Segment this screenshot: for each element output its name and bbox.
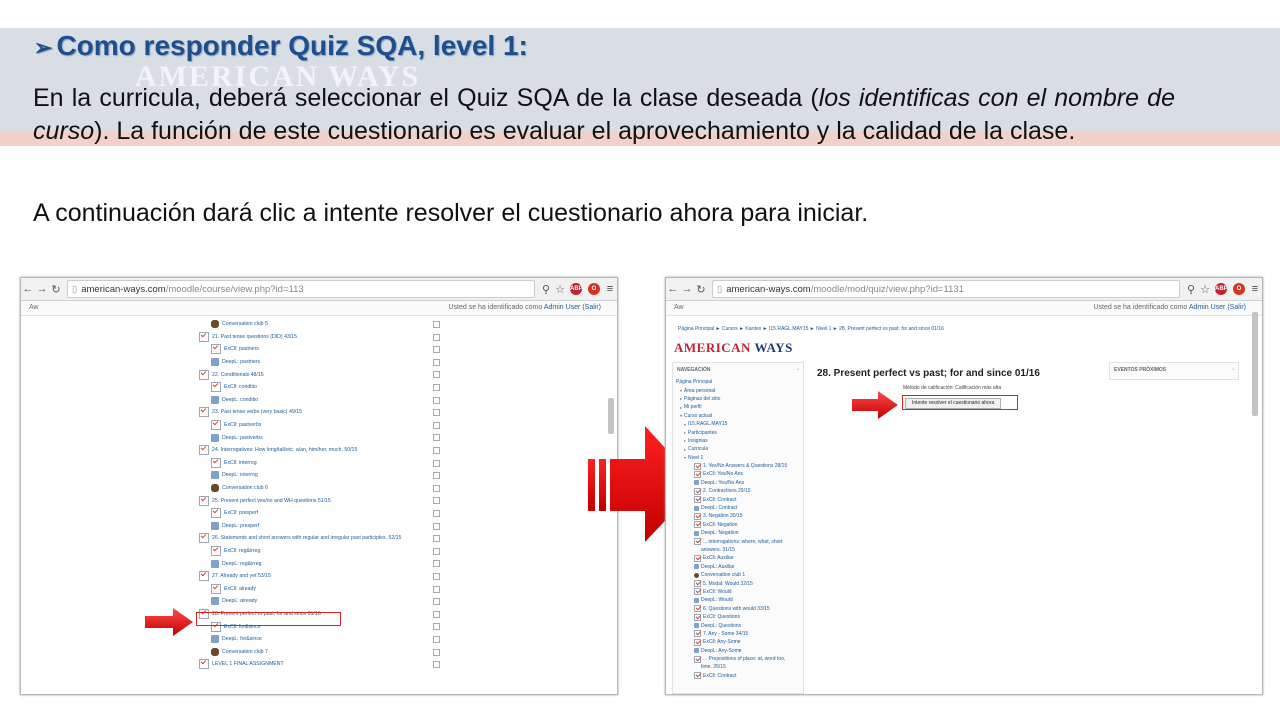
heading-bullet-icon: ➢ [34,35,53,60]
expanded-caret-icon[interactable]: ▾ [684,421,687,427]
site-short-name[interactable]: Aw [29,304,39,311]
completion-checkbox[interactable] [433,460,440,467]
nav-tree-label[interactable]: 7. Any - Some 34/15 [703,630,749,637]
nav-tree-item[interactable] [676,529,800,537]
page-icon [211,635,219,643]
quiz-icon [694,496,701,503]
nav-tree-item[interactable] [676,445,800,453]
nav-tree-item[interactable] [676,588,800,596]
quiz-icon [694,463,701,470]
adblock-icon[interactable]: ABP [1215,283,1227,295]
quiz-icon [694,614,701,621]
completion-checkbox[interactable] [433,397,440,404]
course-activity-item[interactable] [199,469,469,482]
grading-method: Método de calificación: Calificación más alta [903,385,1002,391]
nav-tree-item[interactable] [676,454,800,462]
quiz-icon [199,496,209,506]
nav-tree-label[interactable]: ... interrogations: where, what, short [703,538,783,545]
address-bar[interactable] [712,280,1180,298]
course-activity-item[interactable] [199,444,469,457]
quiz-icon [694,580,701,587]
page-icon: ▯ [717,283,723,295]
nav-tree-item[interactable] [676,470,800,478]
nav-tree-item[interactable] [676,437,800,445]
nav-tree-item[interactable] [676,504,800,512]
url-path: /moodle/course/view.php?id=113 [165,283,304,295]
nav-tree-item[interactable] [676,630,800,638]
nav-tree-label[interactable]: 6. Questions with would 33/15 [703,605,770,612]
page-icon [211,597,219,605]
nav-tree-label[interactable]: Nivel 1 [688,454,704,461]
quiz-icon [694,639,701,646]
quiz-icon [199,407,209,417]
completion-checkbox[interactable] [433,598,440,605]
course-activity-item[interactable] [199,406,469,419]
nav-tree-item[interactable] [676,596,800,604]
nav-tree-label[interactable]: Página Principal [676,379,713,386]
completion-checkbox[interactable] [433,409,440,416]
expanded-caret-icon[interactable]: ▾ [680,388,683,394]
address-bar[interactable] [67,280,535,298]
nav-tree-label[interactable]: 3. Negation 30/15 [703,513,743,520]
reload-icon[interactable]: ↻ [696,283,706,296]
completion-checkbox[interactable] [433,346,440,353]
page-icon [694,598,699,603]
completion-checkbox[interactable] [433,384,440,391]
course-activity-label[interactable]: DeepL: already [222,598,258,605]
course-activity-label[interactable]: 26. Statements and short answers with regular and irregular past participles. 52/15 [212,535,402,542]
nav-tree-label[interactable]: ExCll: Auxiliar [703,555,734,562]
nav-tree-label[interactable]: time. 35/15 [701,664,726,671]
logout-link[interactable]: Admin User (Salir) [1188,304,1246,311]
nav-tree-item[interactable] [676,563,800,571]
paragraph-1-italic: los identificas con el nombre de curso [33,84,1175,145]
zoom-icon[interactable]: ⚲ [1186,283,1196,296]
collapsed-caret-icon[interactable]: ▸ [684,430,687,436]
course-activity-item[interactable] [199,482,469,495]
opera-icon[interactable]: O [1233,283,1245,295]
paragraph-1-part-b: ). La función de este cuestionario es evaluar el aprovechamiento y la calidad de la clase. [94,117,1076,145]
breadcrumb[interactable]: Página Principal ► Cursos ► Kardex ► I15.RAGL.MAY15 ► Nivel 1 ► 28. Present perfect vs past; for and since 01/16 [678,326,944,332]
quiz-icon [694,471,701,478]
url-host: american-ways.com [726,283,811,295]
events-header-label: EVENTOS PRÓXIMOS [1114,367,1167,373]
course-activity-item[interactable] [199,343,469,356]
completion-checkbox[interactable] [433,472,440,479]
completion-checkbox[interactable] [433,334,440,341]
course-activity-item[interactable] [199,570,469,583]
completion-checkbox[interactable] [433,434,440,441]
login-info [1093,304,1246,311]
quiz-icon [694,513,701,520]
heading-text: Como responder Quiz SQA, level 1: [56,30,528,61]
quiz-icon [211,458,221,468]
quiz-icon [694,630,701,637]
scrollbar-thumb[interactable] [1252,312,1258,416]
nav-tree-item[interactable] [676,546,800,554]
course-activity-label[interactable]: DeepL: pastners [222,359,261,366]
completion-checkbox[interactable] [433,523,440,530]
moodle-topbar [21,301,617,316]
completion-checkbox[interactable] [433,447,440,454]
nav-tree-item[interactable] [676,571,800,579]
nav-tree-item[interactable] [676,412,800,420]
quiz-icon [199,332,209,342]
nav-tree-label[interactable]: ExCll: Negation [703,521,738,528]
course-activity-label[interactable]: 22. Conditionals 48/15 [212,371,264,378]
completion-checkbox[interactable] [433,611,440,618]
course-activity-item[interactable] [199,658,469,671]
course-activity-item[interactable] [199,394,469,407]
completion-checkbox[interactable] [433,661,440,668]
nav-tree-item[interactable] [676,395,800,403]
completion-checkbox[interactable] [433,535,440,542]
expanded-caret-icon[interactable]: ▾ [680,413,683,419]
red-arrow-icon [850,390,900,420]
course-activity-label[interactable]: ExCll: presperf [224,510,259,517]
nav-tree-label[interactable]: DeepL: Would [701,597,733,604]
highlight-box-attempt [902,395,1018,410]
quiz-icon [694,605,701,612]
zoom-icon[interactable]: ⚲ [541,283,551,296]
course-activity-label[interactable]: 21. Past tense questions (DID) 43/15 [212,333,298,340]
course-activity-item[interactable] [199,431,469,444]
nav-tree-label[interactable]: DeepL: Any-Some [701,647,742,654]
quiz-icon [694,656,701,663]
nav-tree-item[interactable] [676,655,800,663]
course-activity-item[interactable] [199,532,469,545]
nav-tree-label[interactable]: ExCll: Yes/No Ans [703,471,744,478]
page-icon [694,531,699,536]
quiz-icon [694,521,701,528]
chat-icon [211,648,219,656]
nav-tree-item[interactable] [676,554,800,562]
url-path: /moodle/mod/quiz/view.php?id=1131 [810,283,964,295]
course-activity-item[interactable] [199,381,469,394]
menu-icon[interactable]: ≡ [1251,283,1259,295]
page-icon [211,358,219,366]
expanded-caret-icon[interactable]: ▾ [684,455,687,461]
course-activity-label[interactable]: LEVEL 1 FINAL ASSIGNMENT [212,661,284,668]
completion-checkbox[interactable] [433,510,440,517]
star-icon[interactable]: ☆ [555,283,565,296]
course-activity-item[interactable] [199,545,469,558]
course-activity-item[interactable] [199,368,469,381]
red-arrow-icon [143,607,195,637]
course-activity-label[interactable]: ExCll: reg&irreg [224,547,261,554]
course-activity-item[interactable] [199,557,469,570]
course-activity-label[interactable]: ExCll: conditio [224,384,257,391]
completion-checkbox[interactable] [433,586,440,593]
quiz-icon [211,382,221,392]
nav-tree-label[interactable]: ExCll: Contract [703,672,737,679]
course-screenshot [20,277,618,695]
page-icon [694,564,699,569]
chat-icon [211,484,219,492]
menu-icon[interactable]: ≡ [606,283,614,295]
quiz-title: 28. Present perfect vs past; for and since 01/16 [817,368,1040,379]
completion-checkbox[interactable] [433,560,440,567]
page-icon [694,506,699,511]
moodle-topbar [666,301,1262,316]
logout-link[interactable]: Admin User (Salir) [543,304,601,311]
nav-tree-item[interactable] [676,621,800,629]
course-activity-label[interactable]: Conversation club 6 [222,485,268,492]
course-activity-item[interactable] [199,419,469,432]
login-text: Usted se ha identificado como [1093,304,1189,311]
page-icon [211,471,219,479]
course-activity-label[interactable]: 23. Past tense verbs (very basic) 49/15 [212,409,302,416]
highlight-box-quiz-28 [196,612,341,626]
nav-tree-item[interactable] [676,605,800,613]
page-icon [694,648,699,653]
nav-tree-item[interactable] [676,512,800,520]
back-icon[interactable]: ← [22,283,34,295]
collapsed-caret-icon[interactable]: ▸ [680,396,683,402]
nav-tree-label[interactable]: DeepL: Negation [701,530,739,537]
paragraph-1 [33,82,1175,148]
nav-tree-label[interactable]: Curricula [688,446,709,453]
nav-tree-label[interactable]: I15.RAGL.MAY15 [688,421,728,428]
nav-tree-label[interactable]: DeepL: Questions [701,622,742,629]
browser-toolbar [666,278,1262,301]
page-icon [694,480,699,485]
nav-tree-label[interactable]: Páginas del sitio [684,395,721,402]
quiz-icon [694,555,701,562]
course-activity-label[interactable]: DeepL: conditio [222,396,259,403]
course-activity-label[interactable]: 25. Present perfect yes/no and WH questions 51/15 [212,497,331,504]
quiz-icon [694,672,701,679]
course-activity-label[interactable]: DeepL: pastverbs [222,434,263,441]
completion-checkbox[interactable] [433,497,440,504]
attempt-quiz-button[interactable]: Intente resolver el cuestionario ahora [905,398,1001,409]
nav-tree-label[interactable]: ExCll: Questions [703,614,740,621]
quiz-icon [694,538,701,545]
adblock-icon[interactable]: ABP [570,283,582,295]
nav-tree-item[interactable] [676,613,800,621]
page-icon [694,623,699,628]
nav-tree-label[interactable]: ExCll: Contract [703,496,737,503]
course-activity-label[interactable]: ExCll: pastners [224,346,259,353]
opera-icon[interactable]: O [588,283,600,295]
nav-tree-label[interactable]: Curso actual [684,412,713,419]
completion-checkbox[interactable] [433,485,440,492]
course-activity-item[interactable] [199,582,469,595]
nav-tree-label[interactable]: Conversation club 1 [701,572,746,579]
page-icon [211,434,219,442]
completion-checkbox[interactable] [433,649,440,656]
quiz-icon [694,588,701,595]
collapsed-caret-icon[interactable]: ▸ [684,438,687,444]
course-activity-label[interactable]: DeepL: for&since [222,636,262,643]
forward-icon[interactable]: → [36,283,48,295]
site-short-name[interactable]: Aw [674,304,684,311]
completion-checkbox[interactable] [433,321,440,328]
paragraph-1-part-a: En la curricula, deberá seleccionar el Quiz SQA de la clase deseada ( [33,84,819,112]
course-activity-label[interactable]: 28. Present perfect vs past; for and since 01/16 [212,610,321,617]
reload-icon[interactable]: ↻ [51,283,61,296]
url-host: american-ways.com [81,283,166,295]
course-activity-item[interactable] [199,507,469,520]
quiz-icon [199,445,209,455]
course-activity-label[interactable]: DeepL: interrog [222,472,258,479]
course-activity-label[interactable]: ExCll: interrog [224,459,257,466]
quiz-icon [211,584,221,594]
quiz-icon [199,659,209,669]
course-activity-label[interactable]: DeepL: presperf [222,522,260,529]
nav-tree-item[interactable] [676,663,800,671]
quiz-icon [199,571,209,581]
quiz-icon [211,508,221,518]
nav-tree-item[interactable] [676,495,800,503]
course-activity-item[interactable] [199,520,469,533]
logo-word-ways: WAYS [750,340,793,355]
nav-tree-label[interactable]: ... Prepositions of place: at, word too, [703,656,786,663]
logo-word-american: AMERICAN [674,340,751,355]
nav-tree-label[interactable]: ExCll: Any-Some [703,639,741,646]
completion-checkbox[interactable] [433,623,440,630]
nav-tree-item[interactable] [676,479,800,487]
nav-tree-item[interactable] [676,403,800,411]
page-icon [211,396,219,404]
nav-tree-item[interactable] [676,428,800,436]
course-activity-item[interactable] [199,633,469,646]
course-activity-label[interactable]: ExCll: for&since [224,623,261,630]
nav-tree-label[interactable]: Participantes [688,429,717,436]
slide-heading [34,30,528,62]
course-activity-item[interactable] [199,331,469,344]
quiz-icon [211,546,221,556]
quiz-icon [211,344,221,354]
completion-checkbox[interactable] [433,371,440,378]
course-activity-label[interactable]: ExCll: already [224,585,257,592]
chat-icon [694,573,699,578]
quiz-icon [211,420,221,430]
course-activity-label[interactable]: 24. Interrogatives: How long/tall/etc. a/an, him/her, much. 50/15 [212,447,358,454]
nav-tree-item[interactable] [676,386,800,394]
page-icon [211,522,219,530]
nav-tree-label[interactable]: DeepL: Yes/No Ans [701,479,745,486]
nav-tree-item[interactable] [676,647,800,655]
forward-icon[interactable]: → [681,283,693,295]
course-activity-item[interactable] [199,318,469,331]
navigation-header-label: NAVEGACIÓN [677,367,711,373]
login-text: Usted se ha identificado como [448,304,544,311]
nav-tree-item[interactable] [676,487,800,495]
block-dock-icon[interactable]: ▫ [1232,367,1234,373]
nav-tree-label[interactable]: answers. 31/15 [701,547,735,553]
nav-tree-item[interactable] [676,521,800,529]
upcoming-events-block [1109,362,1239,380]
completion-checkbox[interactable] [433,548,440,555]
nav-tree-label[interactable]: Área personal [684,387,716,394]
nav-tree-label[interactable]: 1. Yes/No Answers & Questions 28/15 [703,463,788,470]
nav-tree-item[interactable] [676,672,800,680]
collapsed-caret-icon[interactable]: ▸ [684,446,687,452]
completion-checkbox[interactable] [433,422,440,429]
block-dock-icon[interactable]: ▫ [797,367,799,373]
quiz-icon [199,370,209,380]
paragraph-2: A continuación dará clic a intente resolver el cuestionario ahora para iniciar. [33,199,869,227]
course-activity-item[interactable] [199,645,469,658]
completion-checkbox[interactable] [433,359,440,366]
nav-tree-label[interactable]: ExCll: Would [703,588,732,595]
page-icon: ▯ [72,283,78,295]
quiz-screenshot [665,277,1263,695]
course-activity-label[interactable]: 27. Already and yet 53/15 [212,573,271,580]
nav-tree-label[interactable]: Mi perfil [684,404,702,411]
nav-tree-item[interactable] [676,462,800,470]
nav-tree-item[interactable] [676,378,800,386]
navigation-block-header [673,363,803,375]
nav-tree-item[interactable] [676,537,800,545]
course-activity-item[interactable] [199,494,469,507]
nav-tree-item[interactable] [676,579,800,587]
nav-tree-item[interactable] [676,420,800,428]
collapsed-caret-icon[interactable]: ▸ [680,404,683,410]
completion-checkbox[interactable] [433,573,440,580]
course-activity-label[interactable]: Conversation club 7 [222,648,268,655]
course-activity-label[interactable]: ExCll: pastverbs [224,422,262,429]
completion-checkbox[interactable] [433,636,440,643]
login-info [448,304,601,311]
chat-icon [211,320,219,328]
course-activity-item[interactable] [199,595,469,608]
nav-tree-label[interactable]: DeepL: Contract [701,505,738,512]
nav-tree-label[interactable]: DeepL: Auxiliar [701,563,735,570]
course-activity-label[interactable]: Conversation club 5 [222,321,268,328]
page-icon [211,560,219,568]
course-activity-item[interactable] [199,457,469,470]
browser-toolbar [21,278,617,301]
background-logo: AMERICAN WAYS [135,60,421,93]
back-icon[interactable]: ← [667,283,679,295]
star-icon[interactable]: ☆ [1200,283,1210,296]
nav-tree-label[interactable]: 5. Modal: Would 32/15 [703,580,753,587]
nav-tree-label[interactable]: 2. Contractions 29/15 [703,488,751,495]
quiz-icon [199,533,209,543]
navigation-tree [676,378,800,680]
site-logo[interactable] [674,340,793,356]
nav-tree-item[interactable] [676,638,800,646]
quiz-icon [694,488,701,495]
nav-tree-label[interactable]: Insignias [688,437,708,444]
course-activity-item[interactable] [199,356,469,369]
course-activity-label[interactable]: DeepL: reg&irreg [222,560,262,567]
